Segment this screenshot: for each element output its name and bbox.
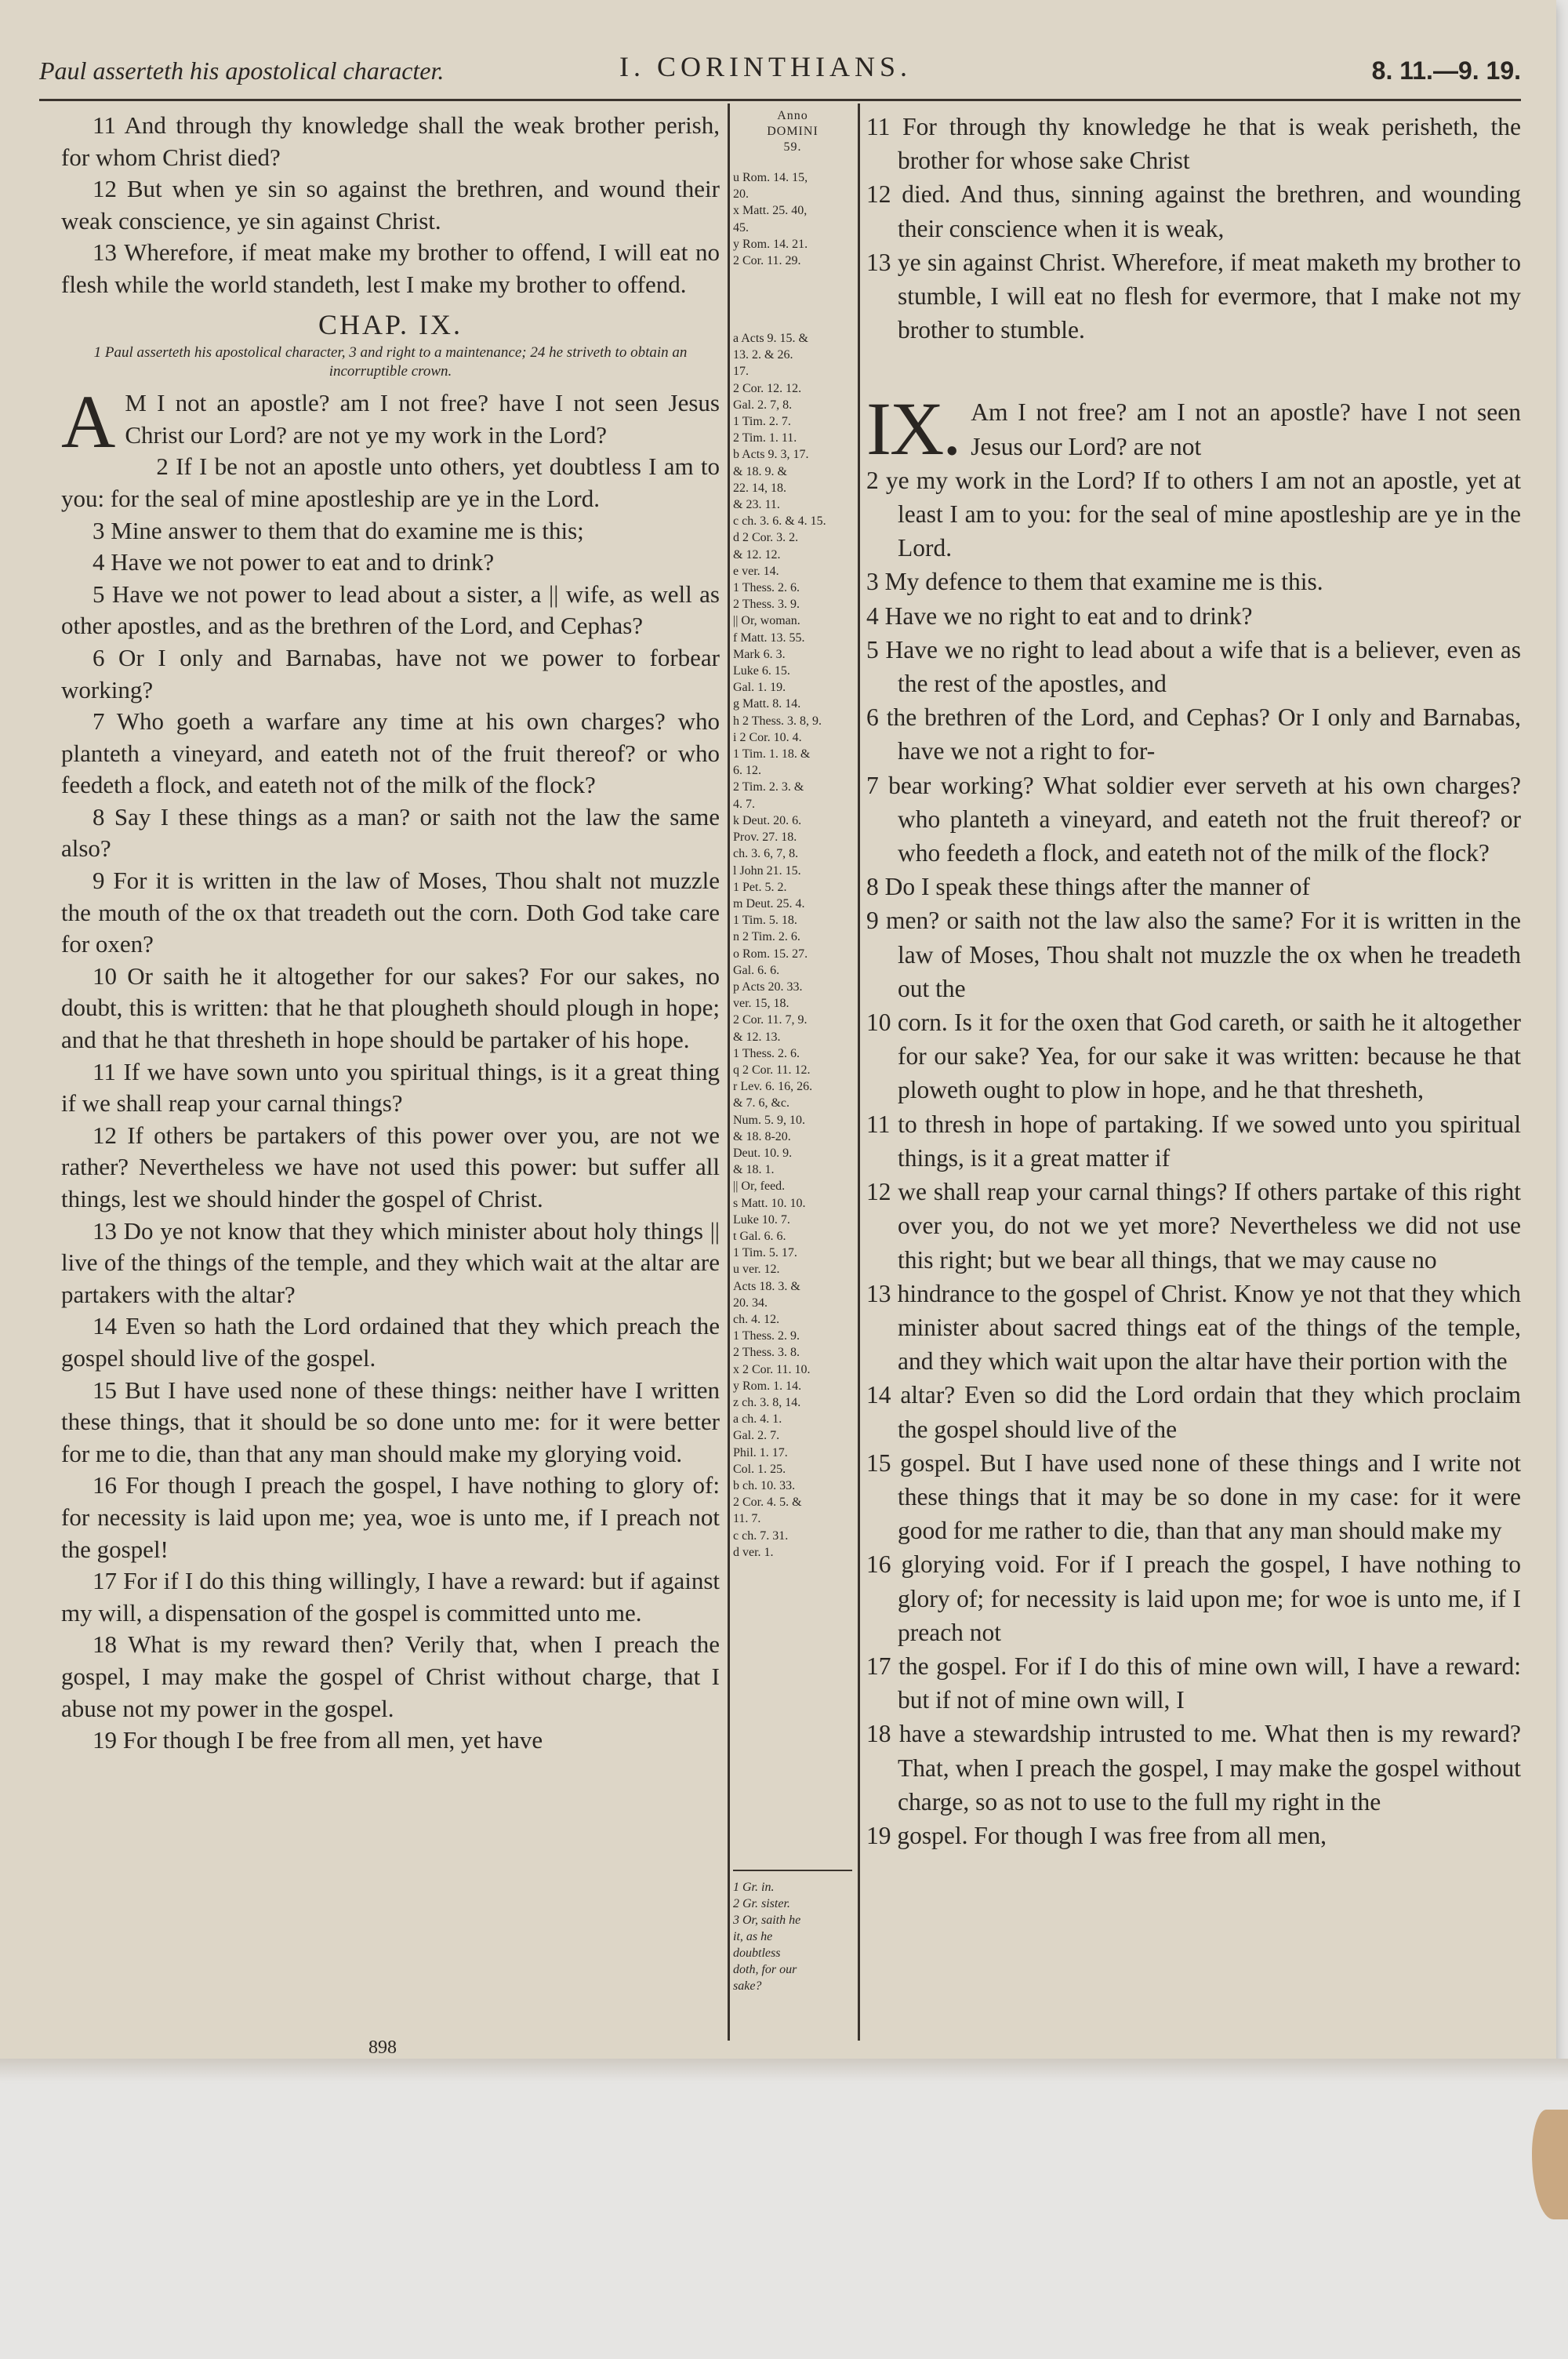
margin-line: 17. (733, 365, 749, 379)
margin-line: Luke 6. 15. (733, 664, 790, 678)
column-divider-left (728, 104, 730, 2041)
margin-line: DOMINI (767, 125, 818, 138)
margin-line: 2 Cor. 4. 5. & (733, 1496, 802, 1510)
margin-line: ch. 3. 6, 7, 8. (733, 847, 799, 861)
revised-version-column (866, 110, 1521, 2031)
verse: 4 Have we no right to eat and to drink? (866, 602, 1253, 630)
margin-line: 2 Thess. 3. 9. (733, 598, 800, 612)
verse: 16 For though I preach the gospel, I have nothing to glory of: for necessity is laid upon me; yea, woe is unto me, if I preach not the gospel! (61, 1471, 720, 1563)
margin-line: 20. 34. (733, 1296, 768, 1310)
margin-line: 13. 2. & 26. (733, 348, 793, 362)
margin-line: ch. 4. 12. (733, 1312, 780, 1326)
header-left-title: Paul asserteth his apostolical character. (39, 56, 445, 85)
verse: 9 men? or saith not the law also the same? For it is written in the law of Moses, Thou shalt not muzzle the ox when he treadeth out the (866, 907, 1521, 1002)
margin-line: Gal. 1. 19. (733, 681, 786, 695)
refs-top (733, 169, 852, 330)
verse: 5 Have we not power to lead about a sister, a || wife, as well as other apostles, and as the brethren of the Lord, and Cephas? (61, 580, 720, 640)
verse: 17 the gospel. For if I do this of mine own will, I have a reward: but if not of mine own will, I (866, 1652, 1521, 1714)
margin-line: x 2 Cor. 11. 10. (733, 1362, 811, 1376)
verse: 10 Or saith he it altogether for our sakes? For our sakes, no doubt, this is written: that he that plougheth should plough in hope; and that he that thresheth in hope should be partaker of his hope. (61, 961, 720, 1054)
margin-line: Num. 5. 9, 10. (733, 1113, 805, 1127)
margin-line: 20. (733, 187, 749, 202)
margin-line: o Rom. 15. 27. (733, 947, 808, 961)
header-rule (39, 99, 1521, 101)
margin-line: 6. 12. (733, 764, 761, 778)
margin-line: q 2 Cor. 11. 12. (733, 1063, 811, 1077)
verse: 11 And through thy knowledge shall the weak brother perish, for whom Christ died? (61, 111, 720, 171)
margin-line: & 7. 6, &c. (733, 1096, 789, 1110)
margin-line: t Gal. 6. 6. (733, 1229, 786, 1243)
margin-line: 1 Thess. 2. 6. (733, 1046, 800, 1060)
chapter-summary: 1 Paul asserteth his apostolical character, 3 and right to a maintenance; 24 he striveth to obtain an incorruptible crown. (93, 344, 688, 380)
margin-line: 59. (783, 140, 802, 154)
margin-line: i 2 Cor. 10. 4. (733, 730, 802, 744)
margin-line: doth, for our (733, 1963, 797, 1976)
rv-footnotes (733, 1870, 852, 1994)
margin-line: d ver. 1. (733, 1545, 774, 1559)
margin-line: 2 Cor. 11. 29. (733, 254, 801, 268)
rv-verses (866, 463, 1521, 1852)
verse: 2 ye my work in the Lord? If to others I am not an apostle, yet at least I am to you: for the seal of mine apostleship are ye in the Lord. (866, 466, 1521, 562)
margin-line: z ch. 3. 8, 14. (733, 1396, 801, 1409)
margin-line: g Matt. 8. 14. (733, 697, 801, 711)
verse: 8 Do I speak these things after the manner of (866, 873, 1310, 901)
verse: 6 Or I only and Barnabas, have not we power to forbear working? (61, 643, 720, 703)
verse: 14 altar? Even so did the Lord ordain that they which proclaim the gospel should live of the (866, 1381, 1521, 1443)
cross-reference-margin (733, 108, 852, 2030)
margin-line: l John 21. 15. (733, 863, 801, 878)
margin-line: b ch. 10. 33. (733, 1479, 796, 1493)
margin-line: Anno (777, 109, 808, 122)
verse: 13 ye sin against Christ. Wherefore, if meat maketh my brother to stumble, I will eat no flesh for evermore, that I make not my brother to stumble. (866, 248, 1521, 344)
header-book-title: I. CORINTHIANS. (619, 51, 912, 82)
av-pre-verses (61, 110, 720, 301)
verse: 15 gospel. But I have used none of these things and I write not these things that it may be so done in my case: for it were good for me rather to die, than that any man should make my (866, 1448, 1521, 1545)
margin-line: 2 Cor. 11. 7, 9. (733, 1013, 808, 1027)
margin-line: 1 Tim. 5. 18. (733, 914, 797, 928)
margin-line: 1 Pet. 5. 2. (733, 880, 787, 894)
margin-line: ver. 15, 18. (733, 997, 789, 1011)
margin-line: u Rom. 14. 15, (733, 171, 808, 184)
verse: 17 For if I do this thing willingly, I have a reward: but if against my will, a dispensation of the gospel is committed unto me. (61, 1567, 720, 1627)
margin-line: f Matt. 13. 55. (733, 631, 805, 645)
margin-line: Acts 18. 3. & (733, 1279, 800, 1293)
margin-line: r Lev. 6. 16, 26. (733, 1080, 813, 1094)
verse: 13 Do ye not know that they which minister about holy things || live of the things of the temple, and they which wait at the altar are partakers with the altar? (61, 1216, 720, 1308)
margin-line: 1 Tim. 5. 17. (733, 1246, 797, 1260)
refs-main (733, 330, 852, 1561)
margin-line: x Matt. 25. 40, (733, 204, 808, 218)
verse: 7 Who goeth a warfare any time at his own charges? who planteth a vineyard, and eateth not of the fruit thereof? or who feedeth a flock, and eateth not of the milk of the flock? (61, 707, 720, 799)
margin-line: 22. 14, 18. (733, 481, 786, 495)
verse: 18 What is my reward then? Verily that, when I preach the gospel, I may make the gospel of Christ without charge, that I abuse not my power in the gospel. (61, 1630, 720, 1722)
verse: 15 But I have used none of these things: neither have I written these things, that it should be so done unto me: for it were better for me to die, than that any man should make my glorying void. (61, 1376, 720, 1467)
verse: 13 Wherefore, if meat make my brother to offend, I will eat no flesh while the world standeth, lest I make my brother to offend. (61, 238, 720, 298)
verse: 12 died. And thus, sinning against the brethren, and wounding their conscience when it is weak, (866, 180, 1521, 242)
margin-line: || Or, feed. (733, 1180, 786, 1194)
margin-line: doubtless (733, 1946, 781, 1960)
margin-line: 2 Tim. 1. 11. (733, 431, 797, 445)
margin-line: Prov. 27. 18. (733, 831, 797, 845)
verse: 18 have a stewardship intrusted to me. What then is my reward? That, when I preach the gospel, I may make the gospel without charge, so as not to use to the full my right in the (866, 1720, 1521, 1816)
margin-line: p Acts 20. 33. (733, 980, 803, 994)
verse: 5 Have we no right to lead about a wife that is a believer, even as the rest of the apostles, and (866, 635, 1521, 698)
margin-line: & 18. 8-20. (733, 1129, 791, 1143)
margin-line: || Or, woman. (733, 614, 800, 628)
verse: 10 corn. Is it for the oxen that God careth, or saith he it altogether for our sake? Yea, for our sake it was written: because he that ploweth ought to plow in hope, and he that thresheth, (866, 1009, 1521, 1104)
av-first-verse-text: M I not an apostle? am I not free? have I not seen Jesus Christ our Lord? are not ye my work in the Lord? (125, 389, 720, 449)
margin-line: a ch. 4. 1. (733, 1412, 782, 1427)
margin-line: h 2 Thess. 3. 8, 9. (733, 714, 822, 728)
margin-line: & 18. 9. & (733, 464, 787, 478)
chapter-title: CHAP. IX. (318, 308, 463, 340)
margin-line: 11. 7. (733, 1512, 761, 1526)
verse: 13 hindrance to the gospel of Christ. Know ye not that they which minister about sacred things eat of the things of the temple, and they which wait upon the altar have their portion with the (866, 1279, 1521, 1376)
rv-chapter-gap (866, 347, 1521, 395)
verse: 12 we shall reap your carnal things? If others partake of this right over you, do not we yet more? Nevertheless we did not use this right; but we bear all things, that we may cause no (866, 1178, 1521, 1274)
av-first-verse (61, 380, 720, 464)
margin-line: m Deut. 25. 4. (733, 896, 805, 911)
margin-line: e ver. 14. (733, 564, 779, 578)
margin-line: 1 Gr. in. (733, 1881, 775, 1894)
verse: 3 Mine answer to them that do examine me is this; (93, 516, 584, 544)
verse: 9 For it is written in the law of Moses, Thou shalt not muzzle the mouth of the ox that treadeth out the corn. Doth God take care for oxen? (61, 867, 720, 958)
verse: 14 Even so hath the Lord ordained that they which preach the gospel should live of the gospel. (61, 1312, 720, 1372)
rv-first-verse-text: Am I not free? am I not an apostle? have I not seen Jesus our Lord? are not (971, 398, 1521, 460)
margin-line: k Deut. 20. 6. (733, 813, 802, 827)
verse: 16 glorying void. For if I preach the gospel, I have nothing to glory of; for necessity is laid upon me; for woe is unto me, if I preach not (866, 1550, 1521, 1646)
verse: 11 to thresh in hope of partaking. If we sowed unto you spiritual things, is it a great matter if (866, 1110, 1521, 1172)
verse: 8 Say I these things as a man? or saith not the law the same also? (61, 802, 720, 863)
margin-line: 2 Thess. 3. 8. (733, 1346, 800, 1360)
margin-line: 2 Gr. sister. (733, 1897, 790, 1910)
column-divider-right (858, 104, 860, 2041)
margin-line: Col. 1. 25. (733, 1462, 786, 1476)
margin-line: a Acts 9. 15. & (733, 332, 808, 345)
margin-line: 2 Cor. 12. 12. (733, 381, 802, 395)
verse: 12 If others be partakers of this power over you, are not we rather? Nevertheless we have not used this power: but suffer all things, lest we should hinder the gospel of Christ. (61, 1121, 720, 1212)
margin-line: Gal. 6. 6. (733, 963, 780, 977)
verse: 3 My defence to them that examine me is this. (866, 568, 1323, 596)
margin-line: & 12. 12. (733, 547, 781, 562)
anno-domini (733, 108, 852, 155)
page-number: 898 (368, 2037, 397, 2058)
margin-line: 45. (733, 220, 749, 234)
margin-line: Luke 10. 7. (733, 1212, 790, 1227)
margin-line: 4. 7. (733, 797, 755, 811)
margin-line: 2 Tim. 2. 3. & (733, 780, 804, 794)
page-shadow (0, 2059, 1568, 2082)
running-header (39, 45, 1521, 96)
verse: 19 gospel. For though I was free from all men, (866, 1821, 1327, 1849)
av-verses (61, 451, 720, 1756)
verse: 12 But when ye sin so against the brethren, and wound their weak conscience, ye sin against Christ. (61, 175, 720, 234)
margin-line: 1 Thess. 2. 6. (733, 581, 800, 595)
margin-line: 1 Tim. 2. 7. (733, 415, 791, 429)
margin-line: c ch. 7. 31. (733, 1528, 789, 1543)
margin-line: d 2 Cor. 3. 2. (733, 531, 799, 545)
margin-line: n 2 Tim. 2. 6. (733, 930, 800, 944)
header-verse-range: 8. 11.—9. 19. (1371, 56, 1521, 85)
margin-line: u ver. 12. (733, 1263, 780, 1277)
margin-line: y Rom. 1. 14. (733, 1379, 802, 1393)
verse: 11 If we have sown unto you spiritual things, is it a great thing if we shall reap your carnal things? (61, 1057, 720, 1118)
margin-line: 1 Tim. 1. 18. & (733, 747, 811, 761)
margin-line: & 12. 13. (733, 1030, 781, 1044)
rv-pre-verses (866, 110, 1521, 347)
rv-first-verse (866, 387, 1521, 471)
margin-line: b Acts 9. 3, 17. (733, 448, 809, 462)
margin-line: y Rom. 14. 21. (733, 237, 808, 251)
margin-line: 3 Or, saith he (733, 1914, 801, 1927)
verse: 4 Have we not power to eat and to drink? (93, 548, 495, 576)
margin-line: Gal. 2. 7. (733, 1429, 780, 1443)
margin-line: Gal. 2. 7, 8. (733, 398, 793, 412)
margin-line: Deut. 10. 9. (733, 1146, 793, 1160)
margin-line: it, as he (733, 1930, 773, 1943)
margin-line: sake? (733, 1979, 762, 1993)
margin-line: & 18. 1. (733, 1163, 775, 1177)
verse: 7 bear working? What soldier ever serveth at his own charges? who planteth a vineyard, and eateth not the fruit thereof? or who feedeth a flock, and eateth not of the milk of the flock? (866, 771, 1521, 867)
verse: 11 For through thy knowledge he that is weak perisheth, the brother for whose sake Christ (866, 113, 1521, 175)
rv-dropcap: IX. (866, 387, 960, 471)
verse: 2 If I be not an apostle unto others, yet doubtless I am to you: for the seal of mine apostleship are ye in the Lord. (61, 453, 720, 512)
margin-line: Mark 6. 3. (733, 647, 786, 661)
margin-line: s Matt. 10. 10. (733, 1196, 806, 1210)
margin-line: & 23. 11. (733, 498, 780, 512)
authorized-version-column (61, 110, 720, 2031)
verse: 19 For though I be free from all men, yet have (93, 1726, 543, 1754)
verse: 6 the brethren of the Lord, and Cephas? Or I only and Barnabas, have we not a right to for- (866, 703, 1521, 765)
av-dropcap: A (61, 380, 116, 464)
torn-page-edge (1532, 2110, 1568, 2219)
margin-line: 1 Thess. 2. 9. (733, 1329, 800, 1343)
margin-line: Phil. 1. 17. (733, 1445, 788, 1459)
margin-line: c ch. 3. 6. & 4. 15. (733, 514, 826, 529)
